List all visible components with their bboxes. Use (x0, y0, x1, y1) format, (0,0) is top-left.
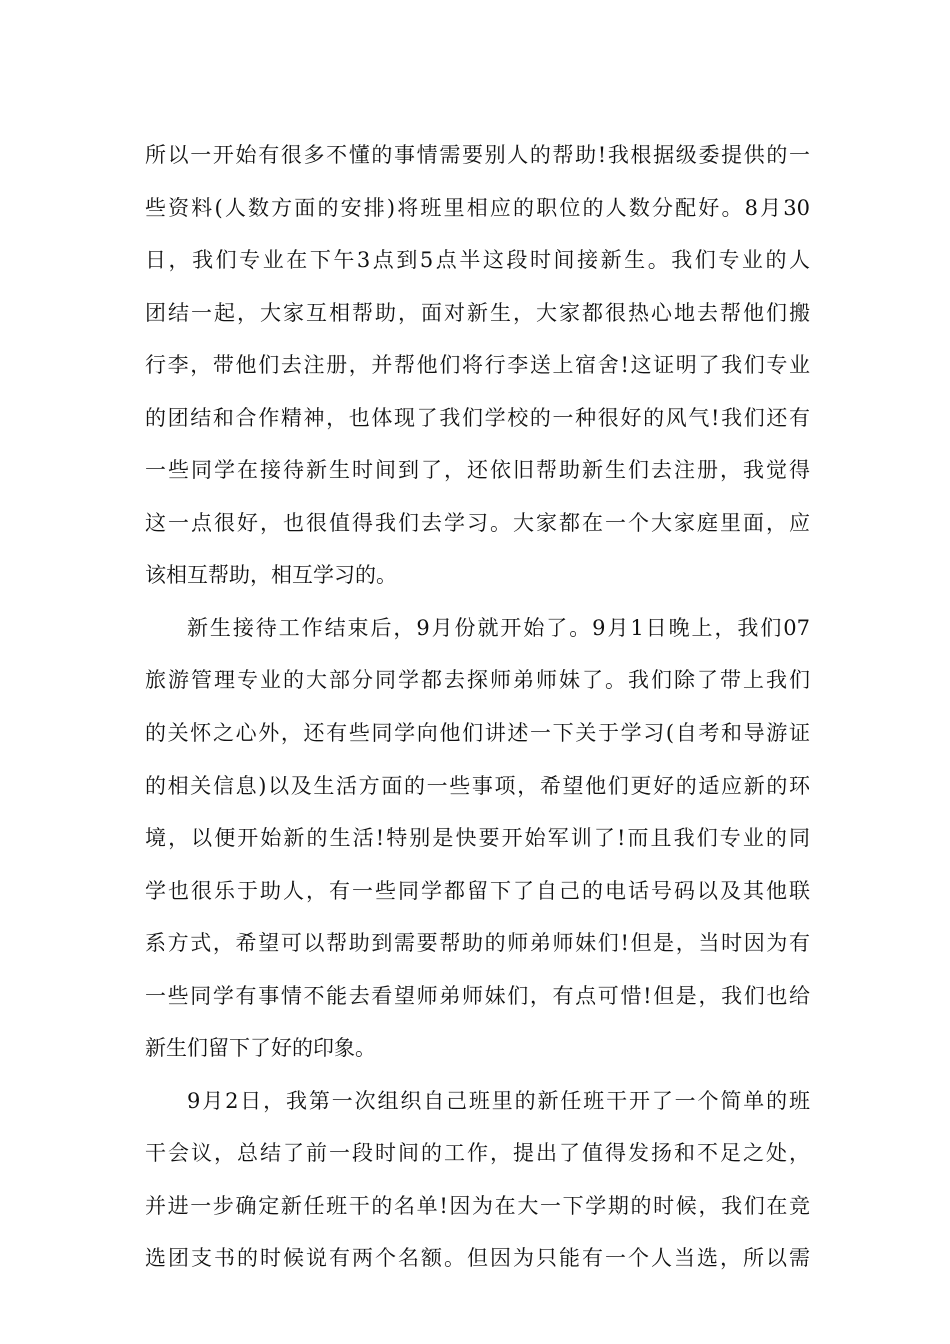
text-line: 该相互帮助，相互学习的。 (145, 563, 397, 588)
text-line: 的团结和合作精神，也体现了我们学校的一种很好的风气!我们还有 (145, 405, 810, 430)
text-line: 新生们留下了好的印象。 (145, 1036, 376, 1061)
text-line: 并进一步确定新任班干的名单!因为在大一下学期的时候，我们在竞 (145, 1193, 810, 1218)
text-line: 干会议，总结了前一段时间的工作，提出了值得发扬和不足之处， (145, 1141, 810, 1166)
text-line: 这一点很好，也很值得我们去学习。大家都在一个大家庭里面，应 (145, 510, 810, 535)
text-line: 团结一起，大家互相帮助，面对新生，大家都很热心地去帮他们搬 (145, 300, 810, 325)
text-line: 行李，带他们去注册，并帮他们将行李送上宿舍!这证明了我们专业 (145, 353, 810, 378)
text-line: 日，我们专业在下午3点到5点半这段时间接新生。我们专业的人 (145, 248, 810, 273)
text-line: 一些同学有事情不能去看望师弟师妹们，有点可惜!但是，我们也给 (145, 983, 810, 1008)
body-text (145, 129, 810, 1285)
text-line: 的关怀之心外，还有些同学向他们讲述一下关于学习(自考和导游证 (145, 721, 810, 746)
text-line: 新生接待工作结束后，9月份就开始了。9月1日晚上，我们07 (187, 615, 810, 640)
text-line: 系方式，希望可以帮助到需要帮助的师弟师妹们!但是，当时因为有 (145, 931, 810, 956)
text-line: 境，以便开始新的生活!特别是快要开始军训了!而且我们专业的同 (145, 826, 810, 851)
text-line: 旅游管理专业的大部分同学都去探师弟师妹了。我们除了带上我们 (145, 668, 810, 693)
text-line: 的相关信息)以及生活方面的一些事项，希望他们更好的适应新的环 (145, 773, 810, 798)
text-line: 学也很乐于助人，有一些同学都留下了自己的电话号码以及其他联 (145, 878, 810, 903)
text-line: 些资料(人数方面的安排)将班里相应的职位的人数分配好。8月30 (145, 195, 810, 220)
text-line: 9月2日，我第一次组织自己班里的新任班干开了一个简单的班 (187, 1088, 810, 1113)
text-line: 所以一开始有很多不懂的事情需要别人的帮助!我根据级委提供的一 (145, 143, 810, 167)
text-line: 一些同学在接待新生时间到了，还依旧帮助新生们去注册，我觉得 (145, 458, 810, 483)
text-line: 选团支书的时候说有两个名额。但因为只能有一个人当选，所以需 (145, 1246, 810, 1271)
